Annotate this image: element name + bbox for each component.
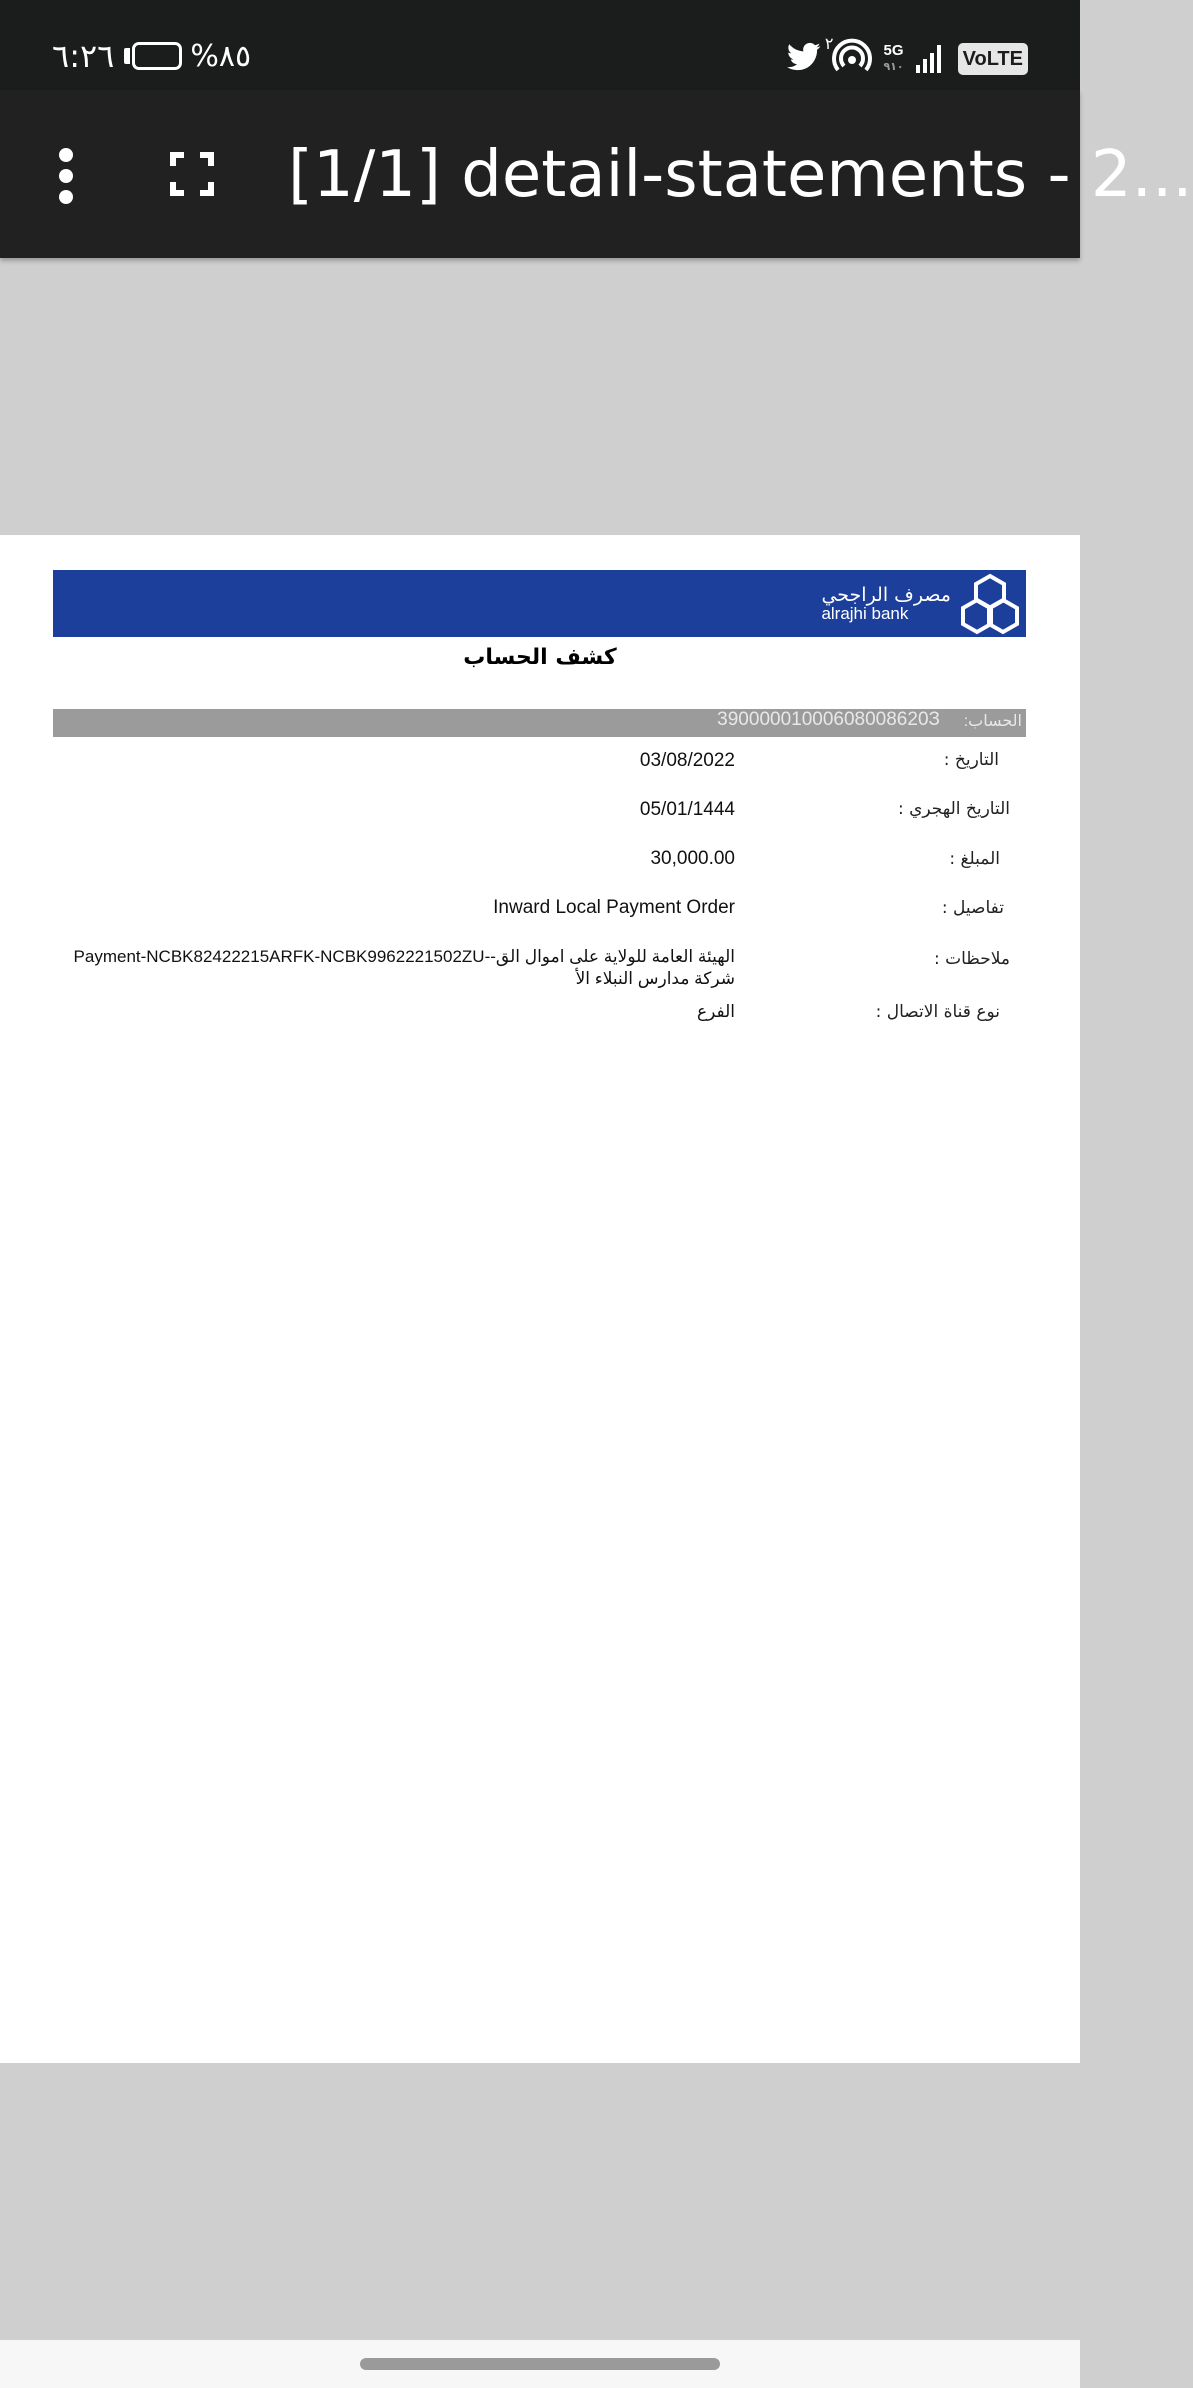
more-options-icon[interactable] — [52, 148, 80, 204]
home-indicator[interactable] — [360, 2358, 720, 2370]
network-type: 5G ٩١٠ — [883, 42, 904, 73]
date-label: التاريخ : — [943, 750, 999, 770]
volte-badge: VoLTE — [958, 43, 1028, 75]
account-number: 39000001000608008620З — [717, 709, 940, 730]
amount-label: المبلغ : — [949, 849, 1000, 869]
details-label: تفاصيل : — [941, 898, 1004, 918]
document-title: [1/1] detail-statements - 2... — [288, 138, 1193, 212]
details-value: Inward Local Payment Order — [493, 897, 735, 918]
notes-value-line2: شركة مدارس النبلاء الأ — [575, 969, 735, 988]
bank-header — [53, 570, 1026, 637]
status-left — [52, 36, 251, 76]
battery-percent: %٨٥ — [190, 38, 252, 74]
channel-type-value: الفرع — [696, 1002, 735, 1021]
notes-label: ملاحظات : — [933, 949, 1010, 969]
account-bar — [53, 709, 1026, 737]
status-right — [787, 35, 1028, 80]
amount-value: 30,000.00 — [650, 848, 735, 869]
signal-icon — [916, 41, 946, 78]
hotspot-icon — [833, 38, 871, 81]
pdf-page[interactable] — [0, 535, 1080, 2063]
twitter-icon — [787, 35, 834, 77]
battery-icon — [124, 42, 182, 70]
status-bar — [0, 0, 1080, 90]
bank-logo-icon — [958, 572, 1022, 636]
clock: ٦:٢٦ — [52, 37, 115, 75]
statement-title: كشف الحساب — [463, 645, 617, 670]
viewer-toolbar — [0, 90, 1193, 258]
fullscreen-icon[interactable] — [170, 152, 214, 196]
notes-value-line1: Payment-NCBK82422215ARFK-NCBK9962221502ZU--الهيئة العامة للولاية على اموال الق — [73, 947, 735, 966]
navigation-bar — [0, 2340, 1080, 2388]
notification-count: ٢ — [824, 35, 834, 53]
hijri-date-value: 05/01/1444 — [639, 799, 735, 820]
bank-logo-text: مصرف الراجحي alrajhi bank — [821, 584, 951, 623]
account-label: الحساب: — [963, 713, 1022, 730]
channel-type-label: نوع قناة الاتصال : — [875, 1002, 1000, 1022]
hijri-date-label: التاريخ الهجري : — [897, 799, 1010, 819]
date-value: 03/08/2022 — [639, 750, 735, 771]
